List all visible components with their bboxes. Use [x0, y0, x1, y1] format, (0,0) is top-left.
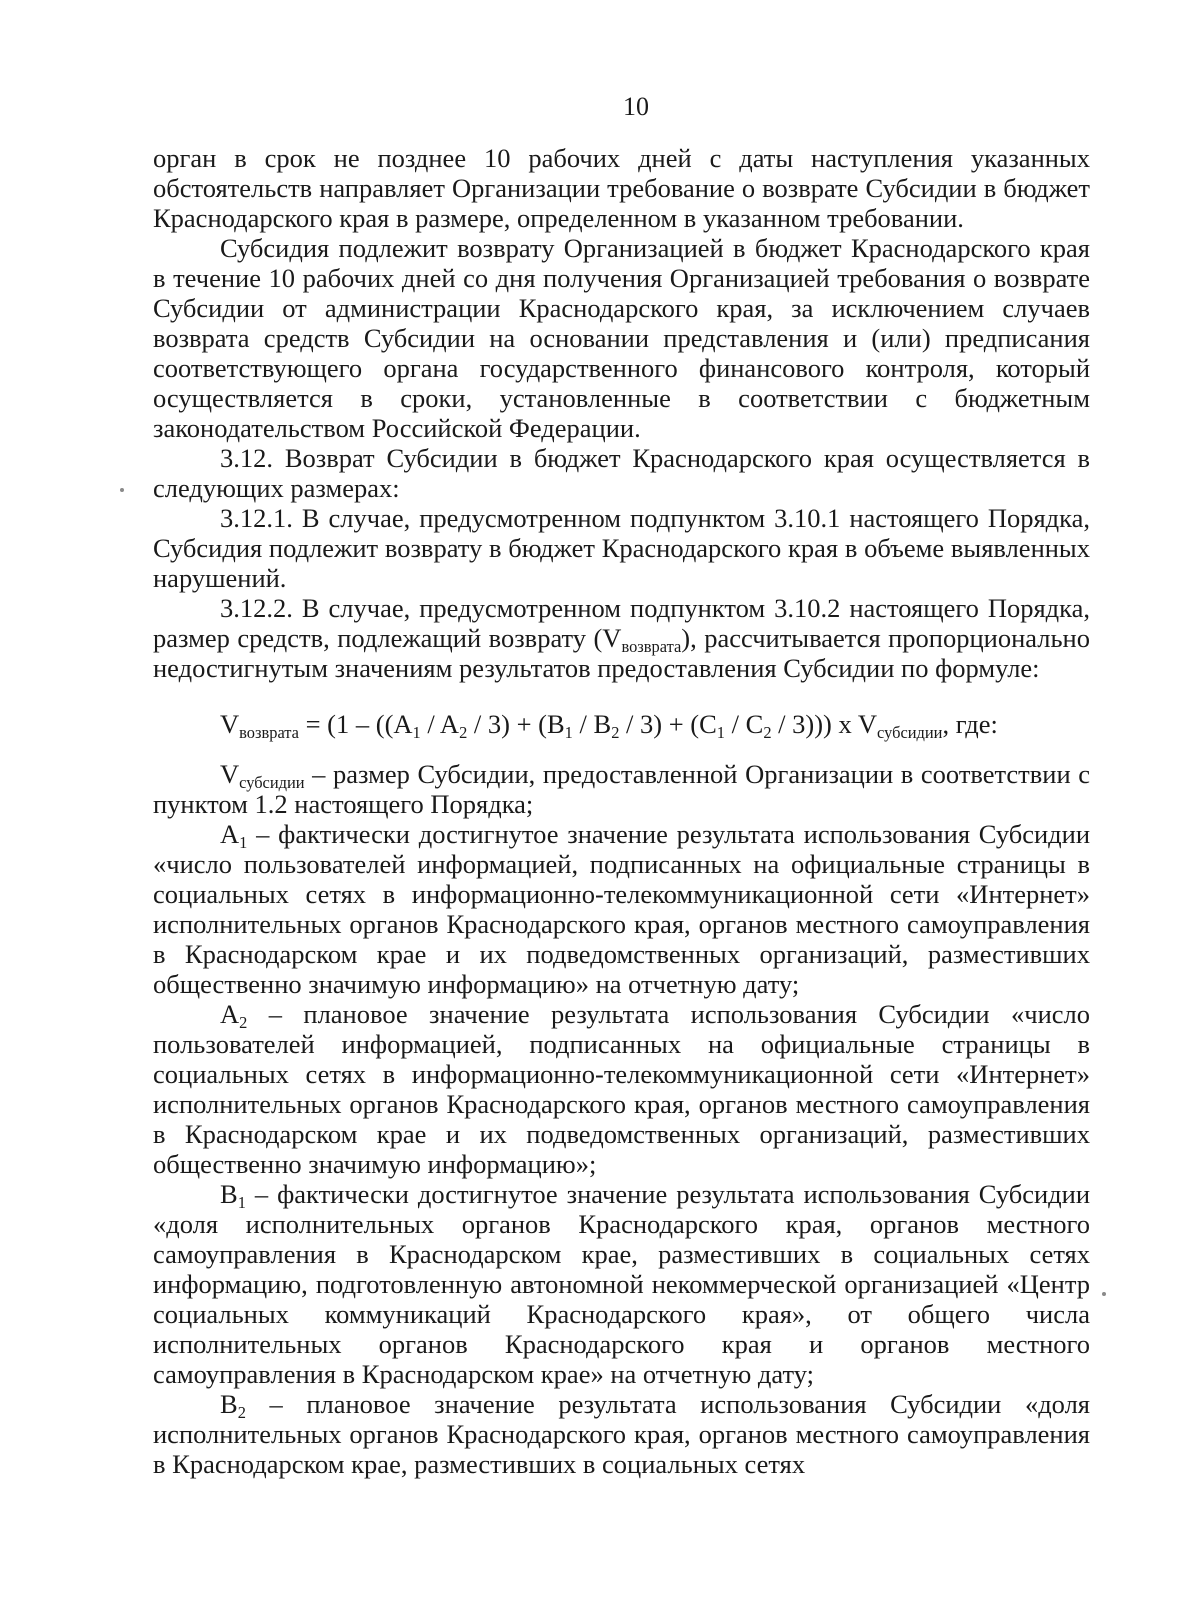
- paragraph-3-12-1: 3.12.1. В случае, предусмотренном подпунктом 3.10.1 настоящего Порядка, Субсидия подлежит возврату в бюджет Краснодарского края в объеме выявленных нарушений.: [153, 503, 1090, 593]
- formula-c2-sub: 2: [763, 722, 772, 742]
- formula-b1-sub: 1: [564, 722, 573, 742]
- paragraph-continuation: орган в срок не позднее 10 рабочих дней с даты наступления указанных обстоятельств направляет Организации требование о возврате Субсидии в бюджет Краснодарского края в размере, определенном в указанном требовании.: [153, 143, 1090, 233]
- p5-text-before: 3.12.2. В случае, предусмотренном подпунктом 3.10.2 настоящего Порядка, размер средств, подлежащий возврату (V: [153, 593, 1090, 653]
- document-body: [153, 143, 1090, 1479]
- formula-a-sep: / A: [420, 709, 460, 739]
- definition-b2: [153, 1389, 1090, 1479]
- formula-a1-sub: 1: [412, 722, 421, 742]
- return-formula: [153, 709, 1090, 742]
- formula-b-sep: / B: [572, 709, 612, 739]
- definition-text: – плановое значение результата использования Субсидии «доля исполнительных органов Краснодарского края, органов местного самоуправления в Краснодарском крае, разместивших в социальных сетях: [153, 1389, 1090, 1479]
- p5-subscript: возврата: [621, 636, 682, 656]
- formula-a-close: / 3) + (B: [467, 709, 565, 739]
- symbol: A: [220, 819, 240, 849]
- symbol: B: [220, 1389, 238, 1419]
- formula-eq-open: = (1 – ((A: [298, 709, 413, 739]
- scan-speck: [1102, 1292, 1106, 1296]
- page-number: 10: [623, 92, 649, 121]
- symbol-sub: субсидии: [239, 772, 305, 792]
- symbol: V: [220, 759, 240, 789]
- formula-b-close: / 3) + (C: [619, 709, 717, 739]
- symbol: B: [220, 1179, 238, 1209]
- symbol-sub: 2: [237, 1402, 246, 1422]
- definition-text: – плановое значение результата использования Субсидии «число пользователей информацией, подписанных на официальные страницы в социальных сетях в информационно-телекоммуникационной сети «Интернет» исполнительных органов Краснодарского края, органов местного самоуправления в Краснодарском крае и их подведомственных организаций, разместивших общественно значимую информацию»;: [153, 999, 1090, 1179]
- p5-text-after: ), рассчитывается пропорционально недостигнутым значениям результатов предоставления Субсидии по формуле:: [153, 623, 1090, 683]
- symbol-sub: 1: [237, 1192, 246, 1212]
- formula-b2-sub: 2: [611, 722, 620, 742]
- scan-speck: [120, 488, 124, 492]
- formula-v-sub: возврата: [239, 722, 299, 742]
- formula-c-sep: / C: [725, 709, 764, 739]
- formula-v: V: [220, 709, 240, 739]
- formula-a2-sub: 2: [459, 722, 468, 742]
- paragraph-subsidy-return: Субсидия подлежит возврату Организацией в бюджет Краснодарского края в течение 10 рабочих дней со дня получения Организацией требования о возврате Субсидии от администрации Краснодарского края, за исключением случаев возврата средств Субсидии на основании представления и (или) предписания соответствующего органа государственного финансового контроля, который осуществляется в сроки, установленные в соответствии с бюджетным законодательством Российской Федерации.: [153, 233, 1090, 443]
- symbol-sub: 1: [239, 832, 248, 852]
- definition-a2: [153, 999, 1090, 1179]
- symbol-sub: 2: [239, 1012, 248, 1032]
- formula-c1-sub: 1: [716, 722, 726, 742]
- definition-b1: [153, 1179, 1090, 1389]
- definition-text: – фактически достигнутое значение результата использования Субсидии «число пользователей информацией, подписанных на официальные страницы в социальных сетях в информационно-телекоммуникационной сети «Интернет» исполнительных органов Краснодарского края, органов местного самоуправления в Краснодарском крае и их подведомственных организаций, разместивших общественно значимую информацию» на отчетную дату;: [153, 819, 1090, 999]
- paragraph-3-12-2: [153, 593, 1090, 683]
- formula-tail: , где:: [942, 709, 998, 739]
- definition-a1: [153, 819, 1090, 999]
- definition-v-subsidy: [153, 759, 1090, 819]
- formula-vs-sub: субсидии: [877, 722, 943, 742]
- symbol: A: [220, 999, 240, 1029]
- definition-text: – фактически достигнутое значение результата использования Субсидии «доля исполнительных органов Краснодарского края, органов местного самоуправления в Краснодарском крае, разместивших в социальных сетях информацию, подготовленную автономной некоммерческой организацией «Центр социальных коммуникаций Краснодарского края», от общего числа исполнительных органов Краснодарского края и органов местного самоуправления в Краснодарском крае» на отчетную дату;: [153, 1179, 1090, 1389]
- formula-c-close: / 3))) x V: [771, 709, 878, 739]
- definition-text: – размер Субсидии, предоставленной Организации в соответствии с пунктом 1.2 настоящего Порядка;: [153, 759, 1090, 819]
- paragraph-3-12: 3.12. Возврат Субсидии в бюджет Краснодарского края осуществляется в следующих размерах:: [153, 443, 1090, 503]
